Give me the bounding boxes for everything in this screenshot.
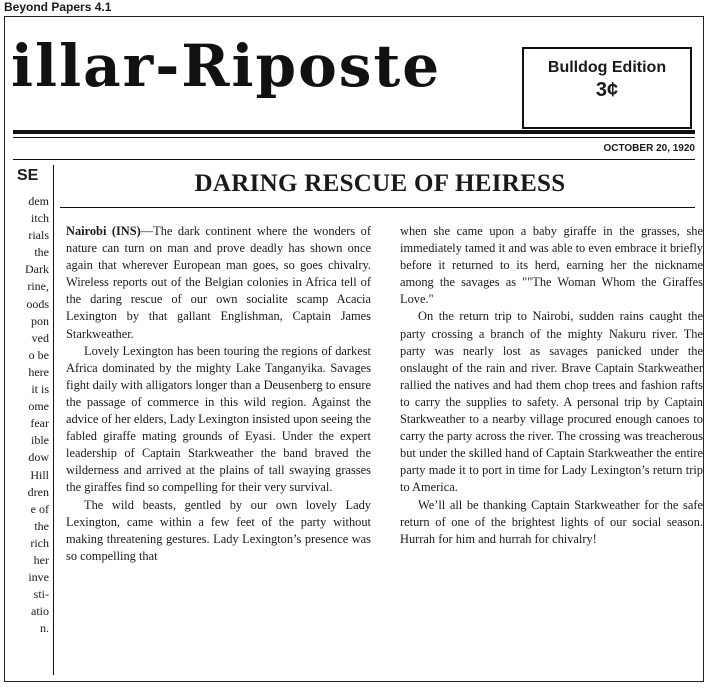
article-column-2: [400, 223, 703, 548]
left-column-line: ible: [31, 433, 49, 448]
article-paragraph: The wild beasts, gentled by our own lovely Lady Lexington, came within a few feet of the party without making threatening gestures. Lady Lexington’s presence was so compelling that: [66, 497, 371, 563]
left-column-line: rine,: [27, 279, 49, 294]
article-paragraph: We’ll all be thanking Captain Starkweather for the safe return of one of the brightest lights of our social season. Hurrah for him and hurrah for chivalry!: [400, 497, 703, 546]
left-column-line: ved: [31, 330, 49, 345]
edition-name: Bulldog Edition: [547, 59, 667, 76]
article-column-1: [66, 223, 371, 565]
left-column-line: itch: [31, 211, 49, 226]
article-paragraph: On the return trip to Nairobi, sudden rains caught the party crossing a branch of the mighty Nakuru river. The party was nearly lost as savages panicked under the onslaught of the rain and river. Brave Captain Starkweather rallied the natives and had them chop trees and fashion rafts to carry the supplies to safety. A personal trip by Captain Starkweather to a nearby village procured enough canoes to carry the party across the river. The crossing was treacherous but under the skilled hand of Captain Starkweather the entire party made it to port in time for Lady Lexington’s return trip to America.: [400, 309, 703, 495]
left-column-line: pon: [31, 313, 49, 328]
left-column-line: the: [34, 518, 49, 533]
article-paragraph: [66, 223, 371, 343]
source-label: Beyond Papers 4.1: [4, 0, 112, 14]
article-headline: DARING RESCUE OF HEIRESS: [194, 170, 566, 197]
paragraph-text: —The dark continent where the wonders of nature can turn on man and prove deadly has shown once again that wherever European man goes, so goes chivalry. Wireless reports out of the Belgian colonies in Africa tell of the daring rescue of our own socialite scamp Acacia Lexington by that gallant Englishman, Captain James Starkweather.: [66, 224, 371, 341]
left-column-line: o be: [28, 347, 49, 362]
left-column-line: oods: [26, 296, 49, 311]
left-column-line: Hill: [30, 467, 49, 482]
masthead-title: illar-Riposte: [11, 32, 442, 100]
article-dateline: Nairobi (INS): [66, 224, 141, 238]
left-column-fragment: [11, 167, 49, 675]
left-column-heading: SE: [17, 167, 39, 184]
left-column-text: [11, 193, 49, 637]
left-column-line: Dark: [25, 262, 49, 277]
issue-date: OCTOBER 20, 1920: [603, 143, 695, 154]
edition-box: [522, 47, 692, 129]
edition-price: 3¢: [595, 79, 619, 101]
column-divider: [53, 165, 54, 675]
left-column-line: e of: [30, 501, 49, 516]
article-paragraph: Lovely Lexington has been touring the regions of darkest Africa dominated by the mighty Lake Tanganyika. Savages fight daily with alligators longer than a Deusenberg to ensure the passage of commerce in this wild region. Against the advice of her elders, Lady Lexington insisted upon seeing the fabled giraffe mating grounds of Eyasi. Under the expert leadership of Captain Starkweather the band braved the wilderness and arrived at the plains of tall swaying grasses the giraffes find so compelling for their very survival.: [66, 343, 371, 495]
left-column-line: dem: [28, 194, 49, 208]
left-column-line: fear: [30, 416, 49, 431]
left-column-line: atio: [31, 604, 49, 619]
masthead-rule-thick: [13, 130, 695, 134]
headline-rule: [60, 207, 695, 208]
left-column-line: ome: [28, 399, 49, 414]
left-column-line: rich: [30, 535, 49, 550]
left-column-line: the: [34, 245, 49, 260]
masthead-rule-thin: [13, 137, 695, 138]
article-paragraph: when she came upon a baby giraffe in the grasses, she immediately tamed it and was able to even embrace it briefly before it returned to its herd, earning her the nickname among the savages as ""The Woman Whom the Giraffes Love.": [400, 224, 703, 307]
left-column-line: inve: [28, 570, 49, 585]
newspaper-page: [4, 16, 704, 682]
left-column-line: dren: [27, 484, 49, 499]
date-rule: [13, 159, 695, 160]
left-column-line: here: [28, 364, 49, 379]
left-column-line: it is: [31, 382, 49, 397]
left-column-line: sti-: [33, 587, 49, 602]
left-column-line: n.: [40, 621, 49, 636]
left-column-line: dow: [28, 450, 49, 465]
left-column-line: her: [33, 552, 49, 567]
left-column-line: rials: [28, 228, 49, 243]
